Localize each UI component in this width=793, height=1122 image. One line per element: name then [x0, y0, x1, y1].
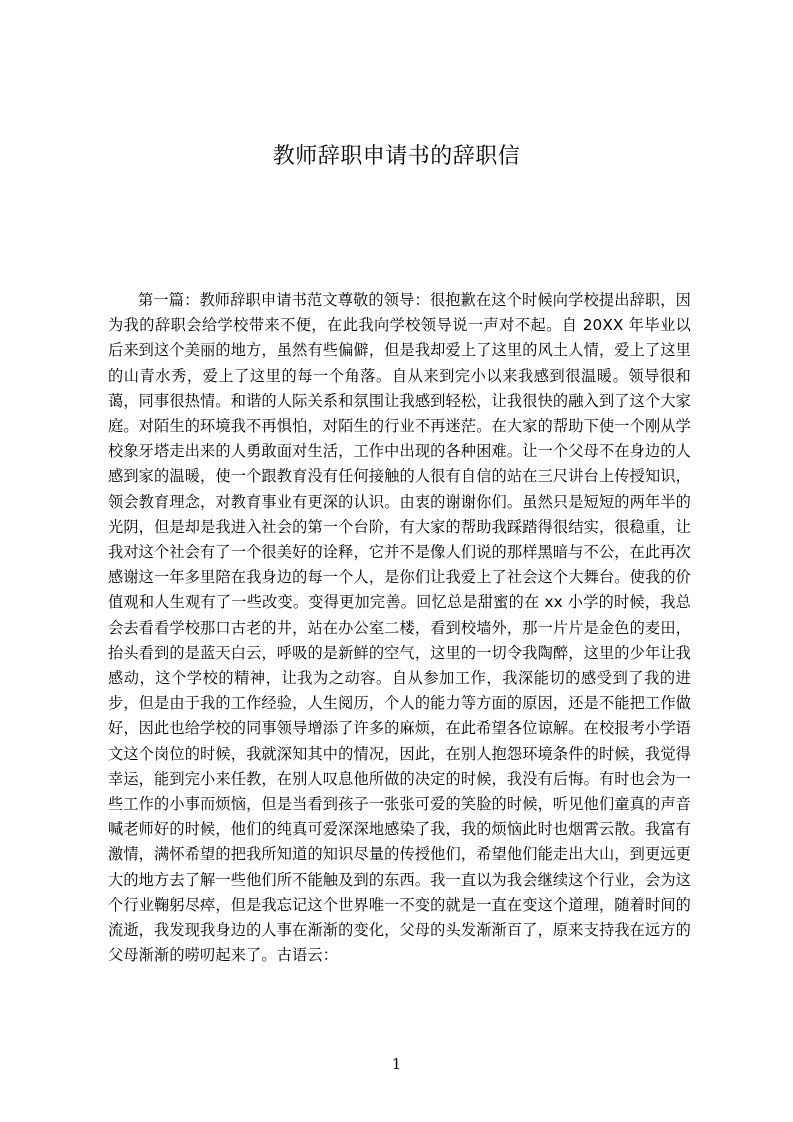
page-number: 1	[391, 1055, 402, 1073]
document-body-paragraph: 第一篇：教师辞职申请书范文尊敬的领导：很抱歉在这个时候向学校提出辞职，因为我的辞职会给学校带来不便，在此我向学校领导说一声对不起。自 20XX 年毕业以后来到这个美丽的地方，虽然有些偏僻，但是我却爱上了这里的风土人情，爱上了这里的山青水秀，爱上了这里的每一个角落。自从来到完小以来我感到很温暖。领导很和蔼，同事很热情。和谐的人际关系和氛围让我感到轻松，让我很快的融入到了这个大家庭。对陌生的环境我不再惧怕，对陌生的行业不再迷茫。在大家的帮助下使一个刚从学校象牙塔走出来的人勇敢面对生活，工作中出现的各种困难。让一个父母不在身边的人感到家的温暖，使一个跟教育没有任何接触的人很有自信的站在三尺讲台上传授知识，领会教育理念，对教育事业有更深的认识。由衷的谢谢你们。虽然只是短短的两年半的光阴，但是却是我进入社会的第一个台阶，有大家的帮助我踩踏得很结实，很稳重，让我对这个社会有了一个很美好的诠释，它并不是像人们说的那样黑暗与不公，在此再次感谢这一年多里陪在我身边的每一个人，是你们让我爱上了社会这个大舞台。使我的价值观和人生观有了一些改变。变得更加完善。回忆总是甜蜜的在 xx 小学的时候，我总会去看看学校那口古老的井，站在办公室二楼，看到校墙外，那一片片是金色的麦田，抬头看到的是蓝天白云，呼吸的是新鲜的空气，这里的一切令我陶醉，这里的少年让我感动，这个学校的精神，让我为之动容。自从参加工作，我深能切的感受到了我的进步，但是由于我的工作经验，人生阅历，个人的能力等方面的原因，还是不能把工作做好，因此也给学校的同事领导增添了许多的麻烦，在此希望各位谅解。在校报考小学语文这个岗位的时候，我就深知其中的情况，因此，在别人抱怨环境条件的时候，我觉得幸运，能到完小来任教，在别人叹息他所做的决定的时候，我没有后悔。有时也会为一些工作的小事而烦恼，但是当看到孩子一张张可爱的笑脸的时候，听见他们童真的声音喊老师好的时候，他们的纯真可爱深深地感染了我，我的烦恼此时也烟霄云散。我富有激情，满怀希望的把我所知道的知识尽量的传授他们，希望他们能走出大山，到更远更大的地方去了解一些他们所不能触及到的东西。我一直以为我会继续这个行业，会为这个行业鞠躬尽瘁，但是我忘记这个世界唯一不变的就是一直在变这个道理，随着时间的流逝，我发现我身边的人事在渐渐的变化，父母的头发渐渐百了，原来支持我在远方的父母渐渐的唠叨起来了。古语云：	[108, 291, 691, 965]
document-title: 教师辞职申请书的辞职信	[272, 144, 521, 169]
